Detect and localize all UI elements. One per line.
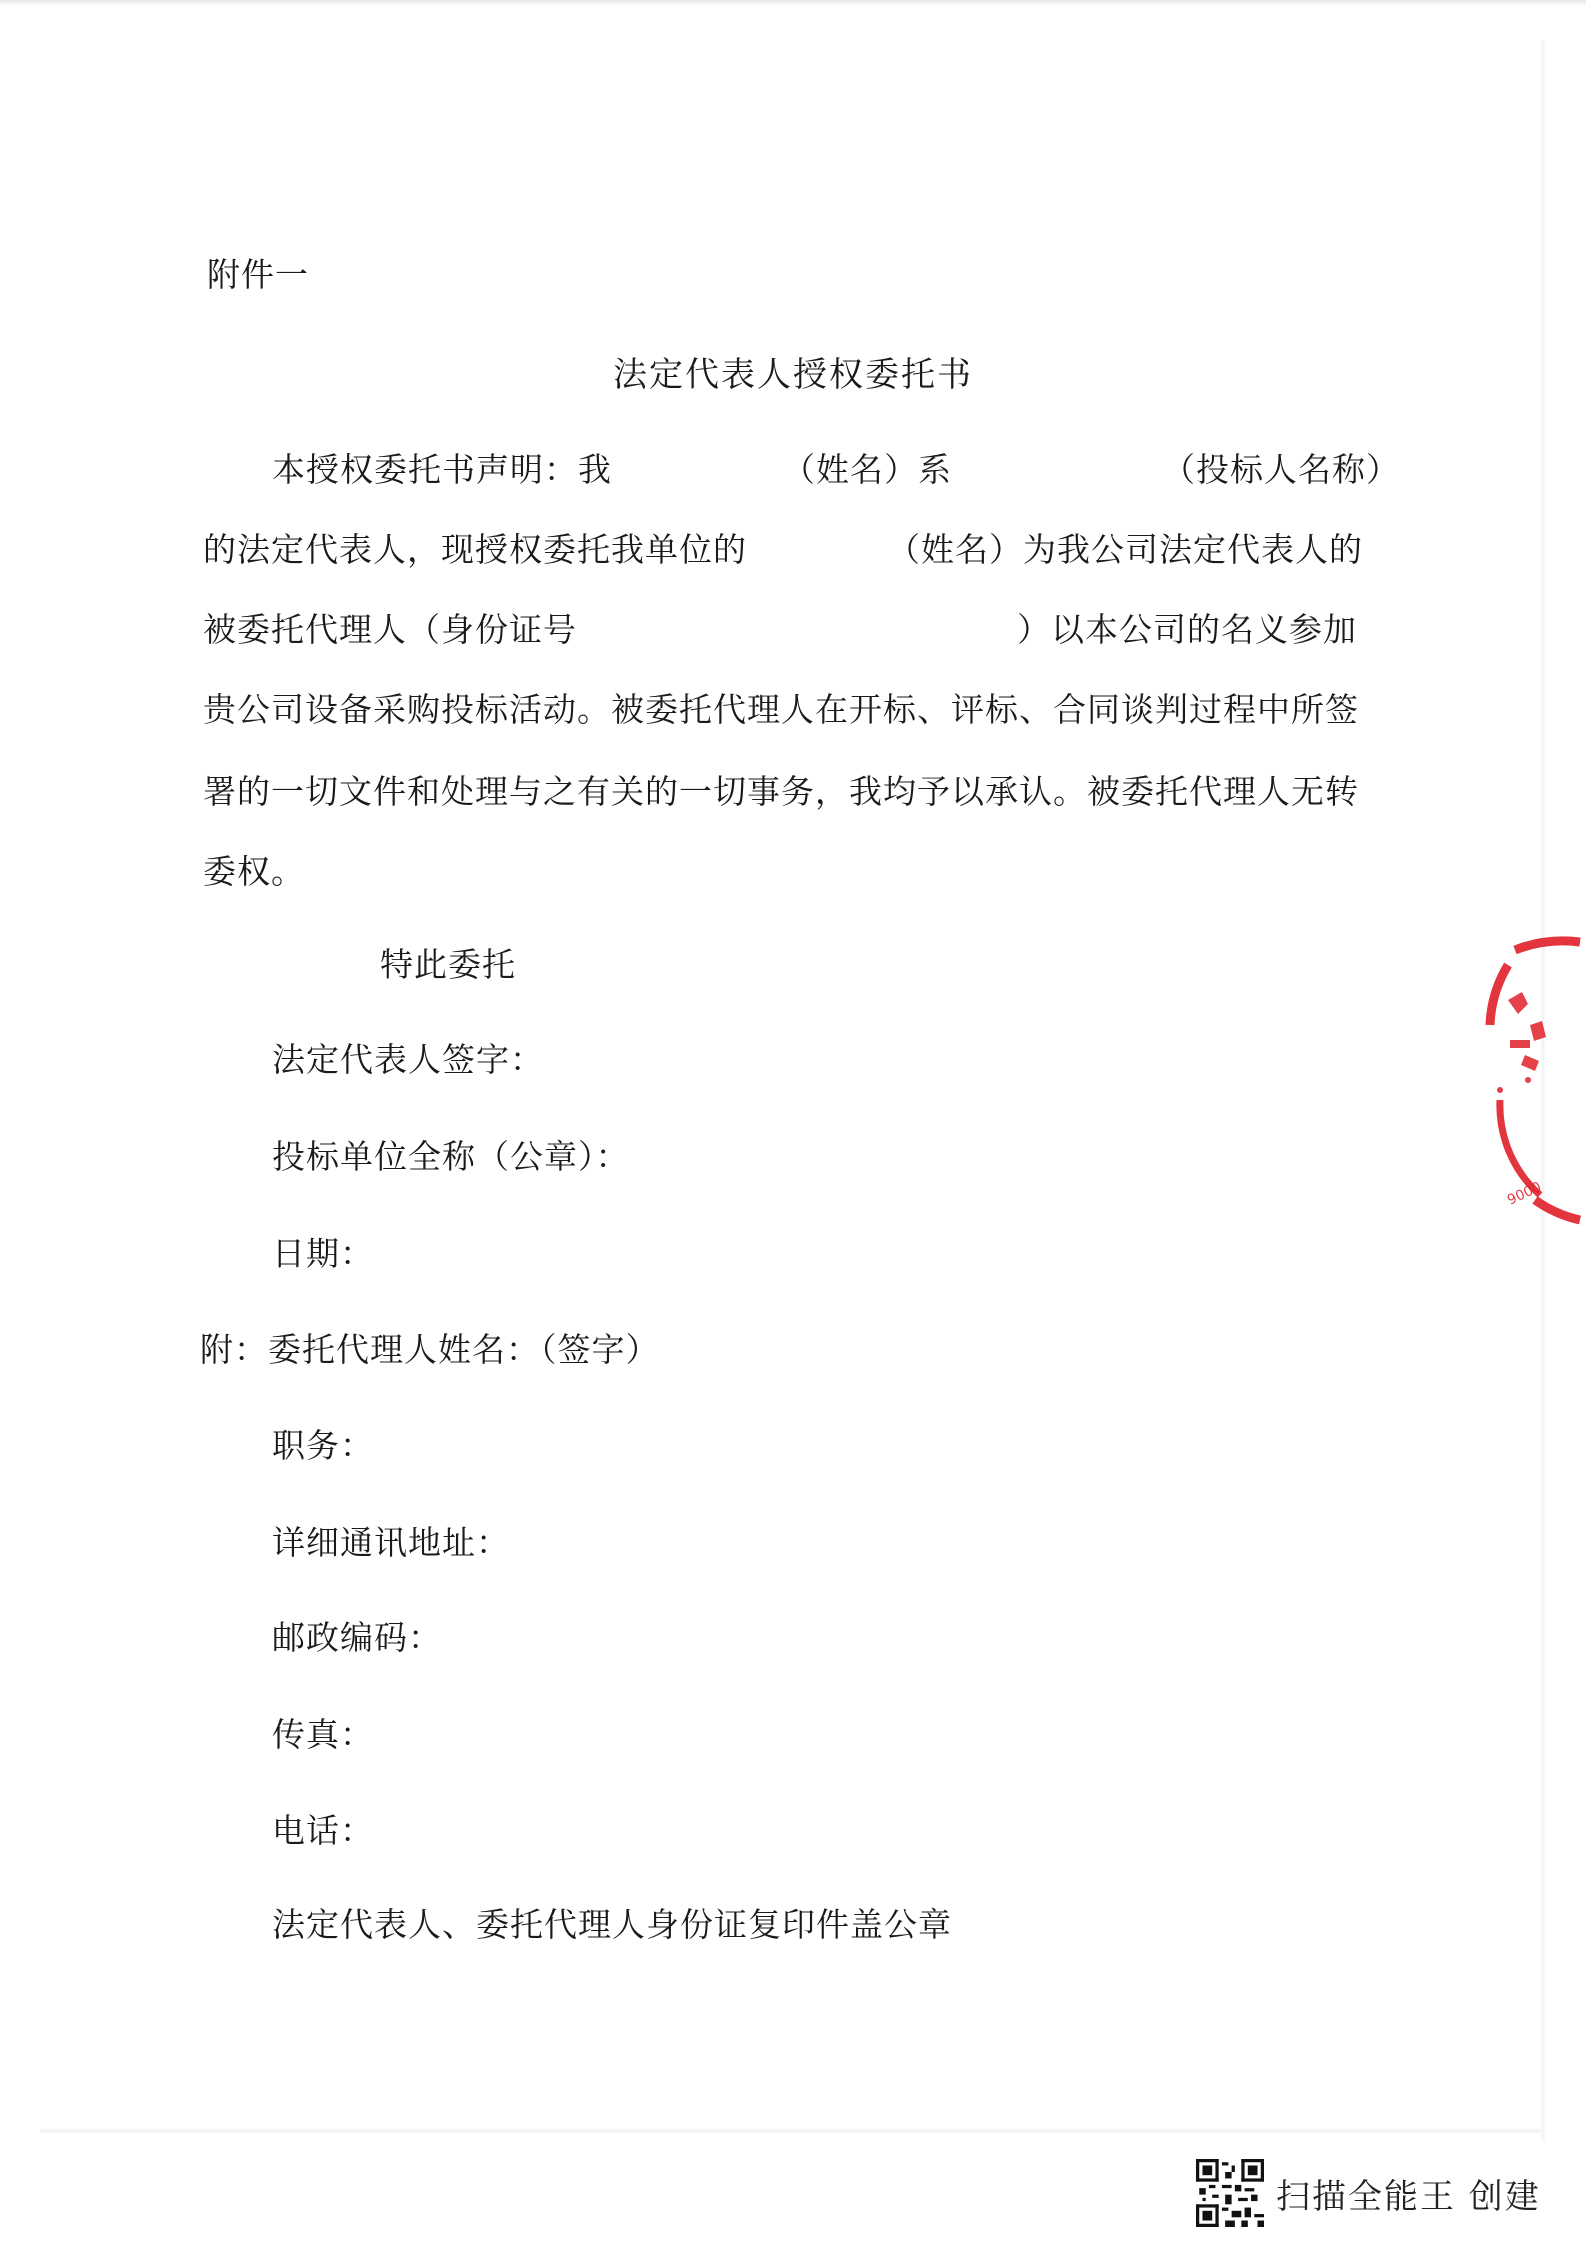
position-field: 职务： bbox=[272, 1426, 374, 1465]
body-line-3 bbox=[203, 610, 1357, 650]
company-seal-stamp bbox=[1480, 930, 1586, 1230]
agent-name-row bbox=[200, 1330, 660, 1370]
scanner-app-label: 扫描全能王 创建 bbox=[1276, 2176, 1541, 2217]
scan-edge-top bbox=[0, 0, 1586, 6]
body-line-2-b: （姓名）为我公司法定代表人的 bbox=[887, 530, 1363, 569]
fax-field: 传真： bbox=[272, 1715, 374, 1754]
legal-rep-signature-field: 法定代表人签字： bbox=[272, 1040, 544, 1079]
body-line-3-b: ）以本公司的名义参加 bbox=[1017, 610, 1357, 649]
phone-field: 电话： bbox=[272, 1811, 374, 1850]
attachment-label: 附件一 bbox=[207, 255, 309, 294]
qr-code-icon bbox=[1196, 2159, 1264, 2227]
scan-edge-bottom bbox=[40, 2128, 1540, 2134]
body-line-1-c: （投标人名称） bbox=[1162, 450, 1400, 489]
body-line-6: 委权。 bbox=[203, 852, 305, 891]
body-line-3-a: 被委托代理人（身份证号 bbox=[203, 610, 577, 649]
scanner-watermark bbox=[1196, 2158, 1541, 2228]
body-line-1-a: 本授权委托书声明：我 bbox=[272, 450, 612, 489]
body-line-1-b: （姓名）系 bbox=[782, 450, 952, 489]
appendix-prefix: 附： bbox=[200, 1330, 268, 1369]
body-line-2-a: 的法定代表人，现授权委托我单位的 bbox=[203, 530, 747, 569]
svg-text:9000: 9000 bbox=[1504, 1179, 1544, 1209]
closing-phrase: 特此委托 bbox=[380, 945, 516, 984]
body-line-2 bbox=[203, 530, 1363, 570]
date-field: 日期： bbox=[272, 1234, 374, 1273]
body-line-4: 贵公司设备采购投标活动。被委托代理人在开标、评标、合同谈判过程中所签 bbox=[203, 690, 1359, 729]
postcode-field: 邮政编码： bbox=[272, 1618, 442, 1657]
bidder-full-name-field: 投标单位全称（公章）： bbox=[272, 1137, 630, 1176]
agent-name-field: 委托代理人姓名：（签字） bbox=[268, 1330, 660, 1369]
id-copies-note: 法定代表人、委托代理人身份证复印件盖公章 bbox=[272, 1905, 952, 1944]
body-line-1 bbox=[272, 450, 1400, 490]
body-line-5: 署的一切文件和处理与之有关的一切事务，我均予以承认。被委托代理人无转 bbox=[203, 772, 1359, 811]
document-title: 法定代表人授权委托书 bbox=[613, 355, 973, 395]
address-field: 详细通讯地址： bbox=[272, 1523, 510, 1562]
